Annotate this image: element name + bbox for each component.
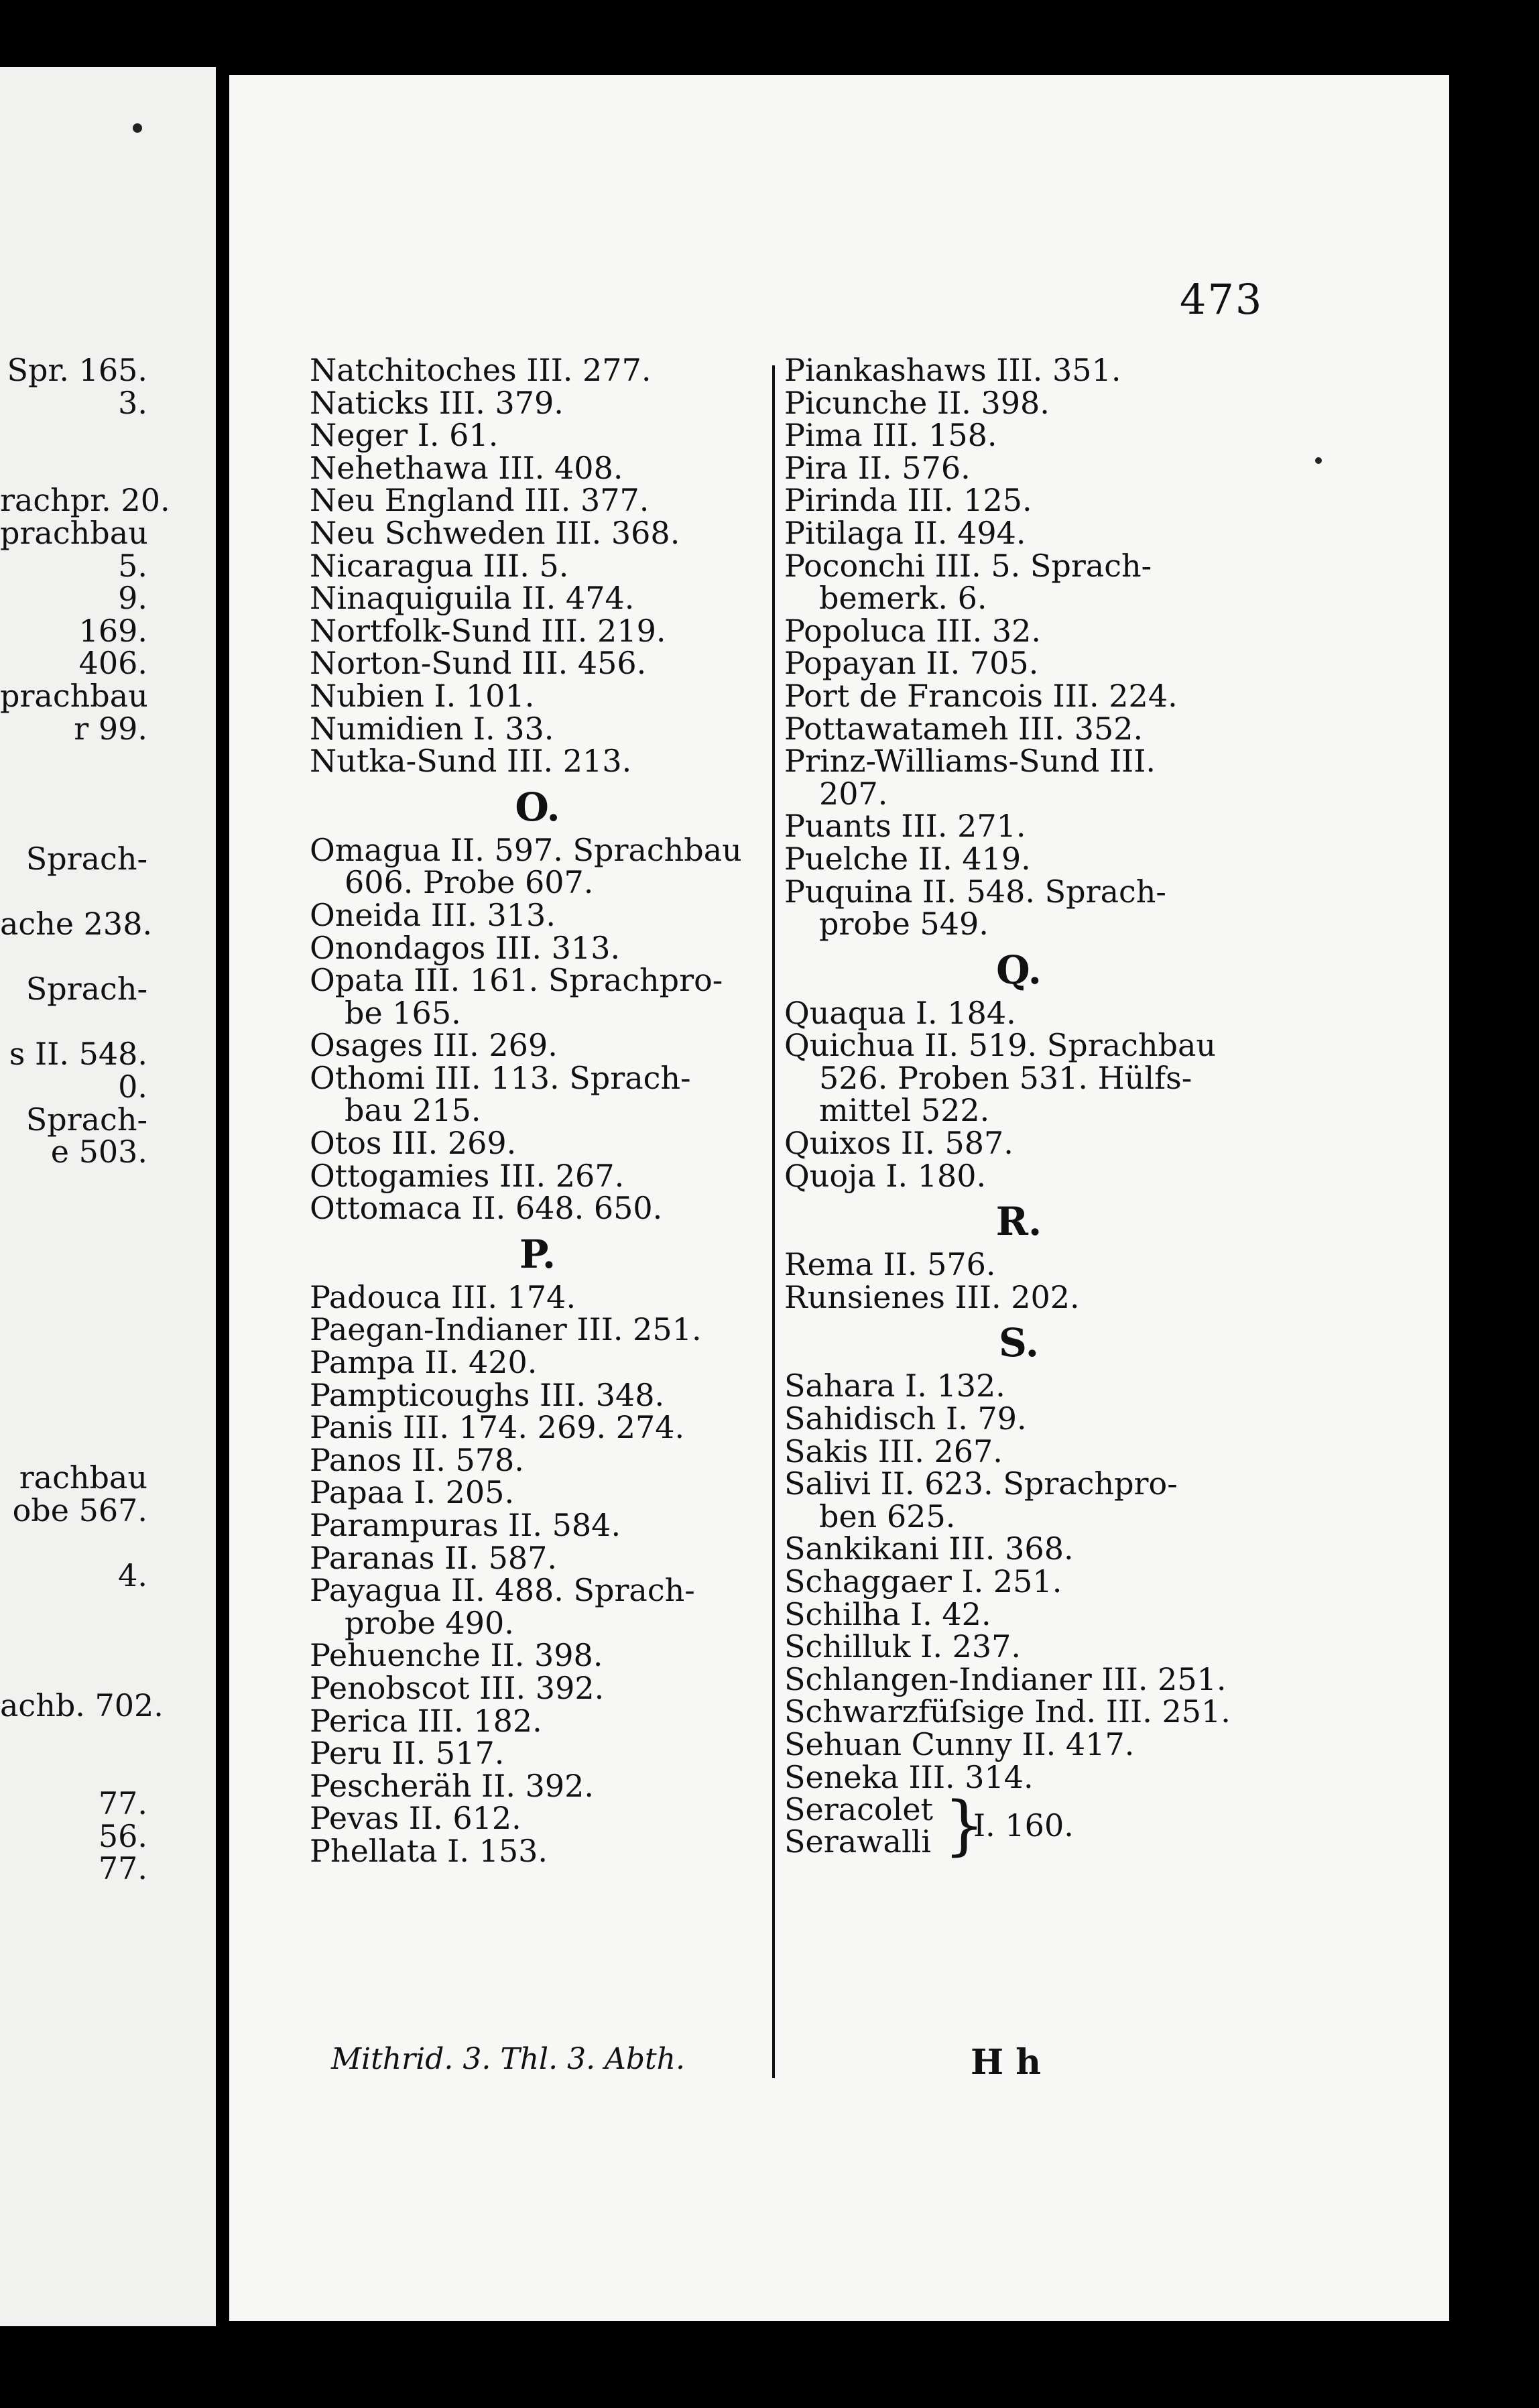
index-entry-continuation: mittel 522. [819,1092,990,1129]
index-entry: Papaa I. 205. [310,1474,515,1511]
index-entry: Phellata I. 153. [310,1832,548,1869]
index-entry: Neu England III. 377. [310,482,650,519]
section-letter-heading: S. [998,1320,1039,1366]
index-entry: Puelche II. 419. [784,840,1031,877]
index-entry: Peru II. 517. [310,1735,505,1772]
facing-page-fragment: 406. [78,645,147,682]
index-entry: Nubien I. 101. [310,677,535,714]
facing-page-fragment: rachpr. 20. [0,482,170,519]
facing-page-fragment: achb. 702. [0,1687,164,1724]
index-entry: Salivi II. 623. Sprachpro- [784,1465,1178,1502]
facing-page-fragments [0,352,170,1887]
index-entry: Rema II. 576. [784,1246,996,1283]
facing-page-fragment: Sprach- [25,971,147,1008]
facing-page-fragment [0,745,147,778]
facing-page-fragment: Sprach- [25,1101,147,1138]
column-divider [772,365,775,2078]
facing-page-fragment: obe 567. [12,1492,147,1528]
index-entry: Numidien I. 33. [310,710,554,747]
index-entry: Pirinda III. 125. [784,482,1032,519]
index-entry: Panis III. 174. 269. 274. [310,1409,685,1446]
facing-page-fragment: 5. [118,547,147,584]
index-entry: Onondagos III. 313. [310,929,621,966]
facing-page-fragment: 0. [118,1069,147,1105]
index-entry: Perica III. 182. [310,1702,542,1739]
index-entry: Parampuras II. 584. [310,1507,621,1543]
facing-page-fragment: prachbau [0,677,148,714]
facing-page-fragment: 9. [118,580,147,617]
index-entry: Quoja I. 180. [784,1157,987,1194]
index-entry: Nicaragua III. 5. [310,547,569,584]
facing-page-fragment: 56. [98,1817,147,1854]
section-letter-heading: R. [995,1199,1042,1245]
facing-page-fragment: s II. 548. [9,1036,147,1073]
index-entry: Naticks III. 379. [310,384,564,421]
facing-page-fragment: 77. [98,1850,147,1887]
index-entry: Ottogamies III. 267. [310,1157,625,1194]
index-entry: Padouca III. 174. [310,1278,576,1315]
facing-page-fragment [0,1331,147,1364]
index-entry: Quaqua I. 184. [784,994,1016,1031]
index-entry: Nutka-Sund III. 213. [310,743,632,780]
index-entry: Paegan-Indianer III. 251. [310,1311,702,1348]
index-entry: Sahara I. 132. [784,1368,1005,1404]
index-entry: Pottawatameh III. 352. [784,710,1144,747]
index-entry: Puquina II. 548. Sprach- [784,873,1166,910]
index-entry: Piankashaws III. 351. [784,352,1121,388]
facing-page-fragment: 77. [98,1785,147,1822]
facing-page-fragment [0,810,147,843]
index-entry: Opata III. 161. Sprachpro- [310,962,723,999]
index-entry: Omagua II. 597. Sprachbau [310,831,742,868]
index-entry: Nehethawa III. 408. [310,449,623,486]
brace-group-pages: I. 160. [973,1807,1074,1844]
index-entry-continuation: ben 625. [819,1498,956,1534]
index-column-left [310,354,765,1868]
index-entry: Payagua II. 488. Sprach- [310,1572,695,1609]
section-letter-heading: O. [515,784,560,830]
facing-page-fragment [0,1396,147,1429]
index-entry: Port de Francois III. 224. [784,677,1178,714]
index-entry: Pampa II. 420. [310,1344,538,1381]
footer-signature-line: Mithrid. 3. Thl. 3. Abth. [331,2042,685,2076]
facing-page-fragment: r 99. [74,710,147,747]
curly-brace: } [944,1788,985,1864]
index-entry: Paranas II. 587. [310,1539,558,1576]
facing-page-fragment: rachbau [19,1459,147,1496]
facing-page-fragment: Sprach- [25,840,147,877]
index-entry: Osages III. 269. [310,1027,558,1064]
index-entry: Quixos II. 587. [784,1125,1013,1162]
brace-group-name: Seracolet [784,1791,934,1828]
ink-speck [1315,457,1322,464]
index-entry: Penobscot III. 392. [310,1669,605,1706]
index-entry: Picunche II. 398. [784,384,1050,421]
index-entry: Runsienes III. 202. [784,1278,1080,1315]
brace-group-entry [784,1788,1253,1864]
index-entry: Panos II. 578. [310,1441,524,1478]
facing-page-fragment [0,1657,147,1690]
index-entry: Popayan II. 705. [784,645,1039,682]
index-entry: Sahidisch I. 79. [784,1400,1027,1437]
page-number: 473 [1180,275,1264,324]
index-entry: Ottomaca II. 648. 650. [310,1190,663,1227]
facing-page-fragment [0,1299,147,1331]
index-entry-continuation: be 165. [345,994,461,1031]
facing-page-fragment: e 503. [50,1134,147,1170]
facing-page-fragment [0,941,147,973]
facing-page-fragment [0,1006,147,1038]
facing-page-fragment [0,1722,147,1755]
facing-page-fragment [0,1168,147,1201]
index-entry: Sankikani III. 368. [784,1530,1074,1567]
index-entry-continuation: bau 215. [345,1092,481,1129]
index-column-right [784,352,1253,1864]
index-entry: Pampticoughs III. 348. [310,1376,665,1413]
index-entry: Seneka III. 314. [784,1758,1034,1795]
facing-page-fragment: 3. [118,384,147,421]
section-letter-heading: P. [519,1231,556,1277]
facing-page-fragment [0,452,147,485]
index-entry: Schilluk I. 237. [784,1628,1021,1665]
facing-page-fragment: prachbau [0,514,148,551]
facing-page-fragment: Spr. 165. [7,352,147,388]
section-letter-heading: Q. [996,947,1042,993]
facing-page-fragment [0,876,147,908]
facing-page-fragment [0,1592,147,1625]
ink-speck [133,123,142,133]
index-entry: Othomi III. 113. Sprach- [310,1059,691,1096]
index-entry: Prinz-Williams-Sund III. [784,743,1156,780]
index-entry-continuation: 526. Proben 531. Hülfs- [819,1059,1192,1096]
index-entry-continuation: bemerk. 6. [819,580,987,617]
facing-page-fragment [0,778,147,810]
index-entry: Schilha I. 42. [784,1596,991,1632]
index-entry: Neger I. 61. [310,417,499,454]
index-entry: Ninaquiguila II. 474. [310,580,635,617]
index-entry: Schlangen-Indianer III. 251. [784,1661,1227,1697]
index-entry: Puants III. 271. [784,808,1026,845]
index-entry: Nortfolk-Sund III. 219. [310,612,666,649]
index-entry: Oneida III. 313. [310,896,556,933]
index-entry-continuation: 207. [819,775,888,812]
index-entry: Norton-Sund III. 456. [310,645,647,682]
index-entry: Pima III. 158. [784,417,997,454]
facing-page-fragment [0,1624,147,1657]
facing-page-fragment [0,1233,147,1266]
facing-page-fragment [0,1266,147,1299]
facing-page-fragment [0,1364,147,1396]
index-entry: Sakis III. 267. [784,1433,1003,1469]
gathering-signature: H h [971,2042,1042,2083]
facing-page-fragment: 169. [78,612,147,649]
index-entry: Popoluca III. 32. [784,612,1041,649]
index-entry: Schaggaer I. 251. [784,1563,1062,1600]
brace-group-name: Serawalli [784,1823,932,1860]
index-entry-continuation: 606. Probe 607. [345,864,594,901]
facing-page-fragment: 4. [118,1557,147,1593]
facing-page-fragment [0,419,147,452]
facing-page-fragment [0,1201,147,1233]
index-entry: Pescheräh II. 392. [310,1767,594,1804]
index-entry-continuation: probe 490. [345,1604,514,1641]
index-entry: Schwarzfüſsige Ind. III. 251. [784,1693,1231,1730]
index-entry: Quichua II. 519. Sprachbau [784,1027,1216,1064]
index-entry: Pehuenche II. 398. [310,1637,603,1674]
index-entry-continuation: probe 549. [819,906,989,943]
facing-page-fragment [0,1526,147,1559]
facing-page-fragment [0,1755,147,1788]
index-entry: Pitilaga II. 494. [784,514,1026,551]
index-entry: Natchitoches III. 277. [310,352,652,388]
facing-page-fragment [0,1429,147,1462]
index-entry: Pevas II. 612. [310,1800,521,1837]
index-entry: Neu Schweden III. 368. [310,514,680,551]
index-entry: Poconchi III. 5. Sprach- [784,547,1152,584]
index-entry: Sehuan Cunny II. 417. [784,1726,1135,1762]
index-entry: Otos III. 269. [310,1125,517,1162]
index-entry: Pira II. 576. [784,449,971,486]
facing-page-fragment: ache 238. [0,906,153,943]
